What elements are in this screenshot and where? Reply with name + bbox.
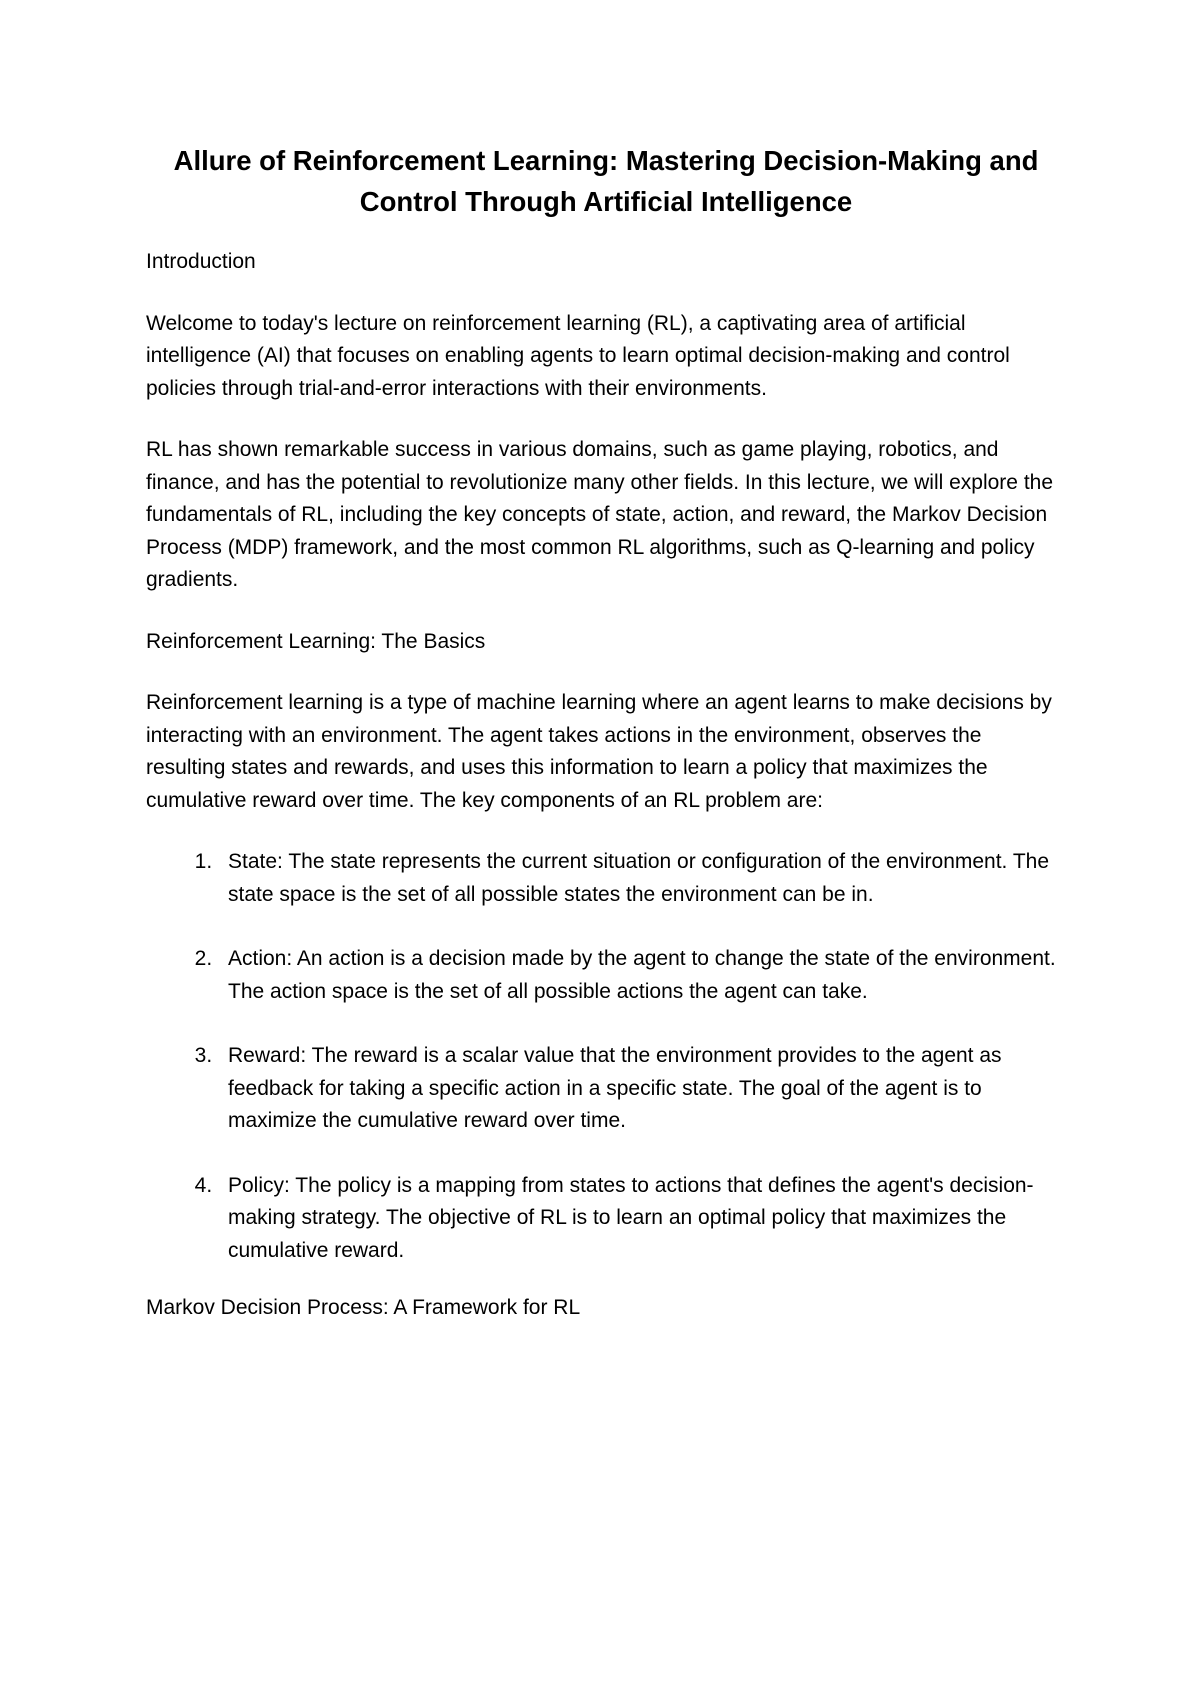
document-title: Allure of Reinforcement Learning: Mastering Decision-Making and Control Through Artificial Intelligence xyxy=(173,145,1039,217)
list-item-policy: 4. Policy: The policy is a mapping from states to actions that defines the agent's decision-making strategy. The objective of RL is to learn an optimal policy that maximizes the cumulative reward. xyxy=(218,1170,1066,1268)
intro-paragraph-1: Welcome to today's lecture on reinforcement learning (RL), a captivating area of artificial intelligence (AI) that focuses on enabling agents to learn optimal decision-making and control policies through trial-and-error interactions with their environments. xyxy=(146,311,1010,400)
section-heading-mdp: Markov Decision Process: A Framework for RL xyxy=(146,1296,581,1319)
intro-paragraph-2: RL has shown remarkable success in various domains, such as game playing, robotics, and finance, and has the potential to revolutionize many other fields. In this lecture, we will explore the fundamentals of RL, including the key concepts of state, action, and reward, the Markov Decision Process (MDP) framework, and the most common RL algorithms, such as Q-learning and policy gradients. xyxy=(146,438,1054,591)
list-item-state: 1. State: The state represents the current situation or configuration of the environment. The state space is the set of all possible states the environment can be in. xyxy=(218,846,1066,911)
basics-paragraph: Reinforcement learning is a type of machine learning where an agent learns to make decisions by interacting with an environment. The agent takes actions in the environment, observes the resulting states and rewards, and uses this information to learn a policy that maximizes the cumulative reward over time. The key components of an RL problem are: xyxy=(146,691,1052,812)
section-heading-basics: Reinforcement Learning: The Basics xyxy=(146,629,486,653)
list-item-action: 2. Action: An action is a decision made by the agent to change the state of the environment. The action space is the set of all possible actions the agent can take. xyxy=(218,943,1066,1008)
section-heading-introduction: Introduction xyxy=(146,250,256,273)
document-body xyxy=(146,140,1066,1354)
list-item-reward: 3. Reward: The reward is a scalar value that the environment provides to the agent as feedback for taking a specific action in a specific state. The goal of the agent is to maximize the cumulative reward over time. xyxy=(218,1040,1066,1138)
components-list xyxy=(146,846,1066,1267)
